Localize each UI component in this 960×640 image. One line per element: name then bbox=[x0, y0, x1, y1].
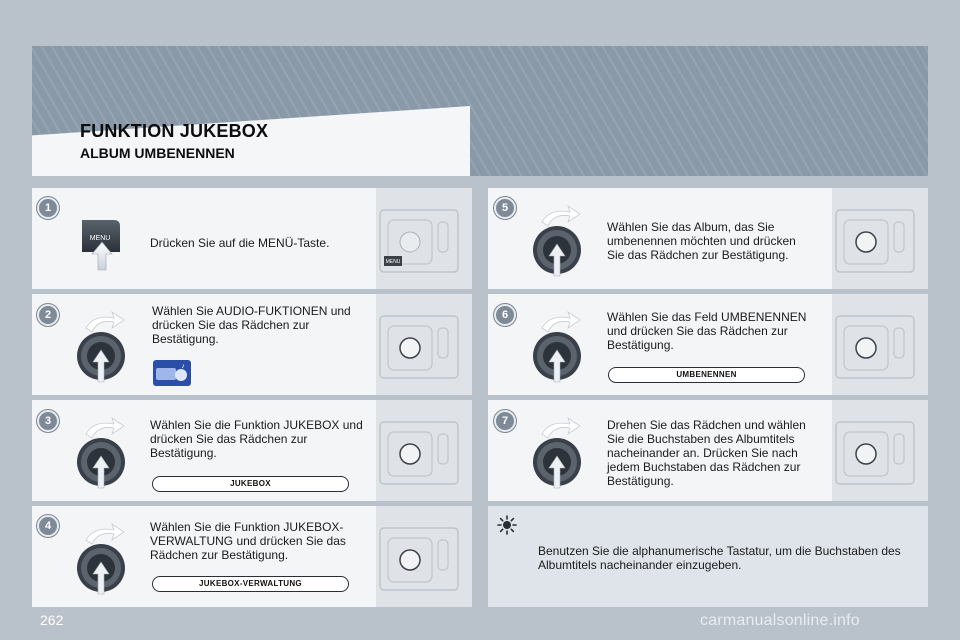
step-badge-1: 1 bbox=[37, 197, 59, 219]
pill-jukebox: JUKEBOX bbox=[152, 476, 349, 492]
watermark: carmanualsonline.info bbox=[700, 612, 860, 629]
rotary-knob-icon bbox=[70, 518, 140, 598]
radio-panel-icon bbox=[378, 412, 460, 490]
svg-text:MENU: MENU bbox=[385, 259, 401, 265]
step-badge-2: 2 bbox=[37, 304, 59, 326]
pill-jukebox-verwaltung: JUKEBOX-VERWALTUNG bbox=[152, 576, 349, 592]
sun-icon bbox=[497, 515, 517, 535]
step-text-3: Wählen Sie die Funktion JUKEBOX und drücken Sie das Rädchen zur Bestätigung. bbox=[150, 418, 363, 460]
radio-panel-icon bbox=[378, 200, 460, 278]
step-text-2: Wählen Sie AUDIO-FUKTIONEN und drücken Sie das Rädchen zur Bestätigung. bbox=[152, 304, 351, 346]
page-subtitle: ALBUM UMBENENNEN bbox=[80, 145, 235, 161]
step-badge-6: 6 bbox=[494, 304, 516, 326]
step-text-6: Wählen Sie das Feld UMBENENNEN und drücken Sie das Rädchen zur Bestätigung. bbox=[607, 310, 807, 352]
step-badge-5: 5 bbox=[494, 197, 516, 219]
rotary-knob-icon bbox=[526, 306, 596, 386]
svg-text:♪: ♪ bbox=[181, 363, 185, 370]
step-badge-7: 7 bbox=[494, 410, 516, 432]
page-title: FUNKTION JUKEBOX bbox=[80, 121, 269, 141]
rotary-knob-icon bbox=[526, 412, 596, 492]
menu-key-icon bbox=[78, 218, 126, 272]
radio-panel-icon bbox=[834, 412, 916, 490]
step-badge-3: 3 bbox=[37, 410, 59, 432]
rotary-knob-icon bbox=[70, 306, 140, 386]
radio-panel-icon bbox=[834, 306, 916, 384]
rotary-knob-icon bbox=[70, 412, 140, 492]
radio-panel-icon bbox=[378, 306, 460, 384]
pill-umbenennen: UMBENENNEN bbox=[608, 367, 805, 383]
tip-text: Benutzen Sie die alphanumerische Tastatur, um die Buchstaben des Albumtitels nacheinander einzugeben. bbox=[538, 544, 901, 572]
page-number: 262 bbox=[40, 612, 64, 628]
audio-functions-icon bbox=[153, 360, 191, 386]
step-text-5: Wählen Sie das Album, das Sie umbenennen möchten und drücken Sie das Rädchen zur Bestätigung. bbox=[607, 220, 796, 262]
step-text-4: Wählen Sie die Funktion JUKEBOX-VERWALTUNG und drücken Sie das Rädchen zur Bestätigung. bbox=[150, 520, 346, 562]
radio-panel-icon bbox=[834, 200, 916, 278]
step-text-7: Drehen Sie das Rädchen und wählen Sie die Buchstaben des Albumtitels nacheinander an. Drücken Sie nach jedem Buchstaben das Rädchen zur Bestätigung. bbox=[607, 418, 806, 488]
svg-text:MENU: MENU bbox=[89, 235, 111, 242]
step-badge-4: 4 bbox=[37, 515, 59, 537]
rotary-knob-icon bbox=[526, 200, 596, 280]
radio-panel-icon bbox=[378, 518, 460, 596]
step-text-1: Drücken Sie auf die MENÜ-Taste. bbox=[150, 236, 330, 250]
